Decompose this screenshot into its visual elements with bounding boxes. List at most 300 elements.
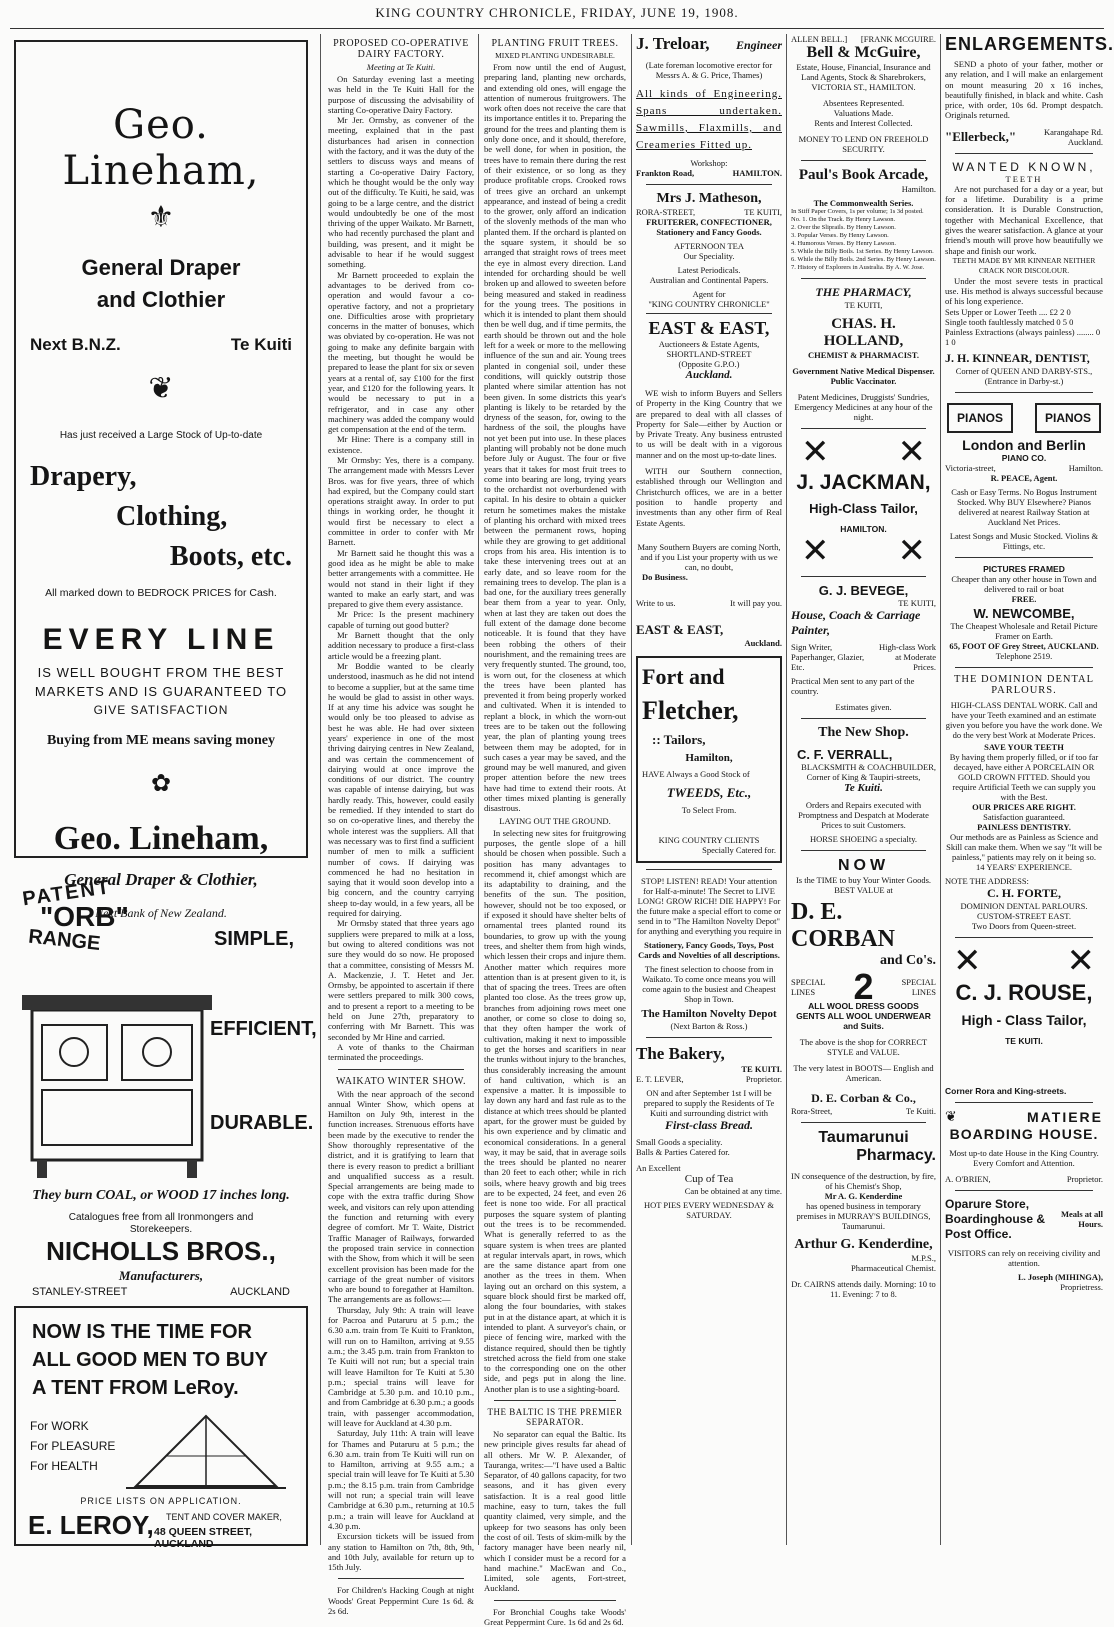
- excellent-label: An Excellent: [636, 1162, 681, 1173]
- jackman-hamilton: HAMILTON.: [840, 524, 887, 534]
- rule: [801, 1122, 926, 1123]
- arthur-mps: M.P.S.,: [911, 1253, 936, 1263]
- visitors-line: VISITORS can rely on receiving civility and attention.: [947, 1247, 1101, 1268]
- lines-label: LINES: [791, 987, 816, 997]
- pictures-cheaper: Cheaper than any other house in Town and delivered to rail or boat: [951, 573, 1097, 594]
- save-text: By having them properly filled, or if too far decayed, have either A PORCELAIN OR GOLD CROWN FITTED. Should you require Artificial Teeth we can supply you with the Best.: [949, 751, 1099, 802]
- next-bank: Next Bank of New Zealand.: [95, 906, 227, 920]
- novelty-finest: The finest selection to choose from in Waikato. To come once means you will come again to the busiest and Cheapest Shop in Town.: [642, 963, 776, 1004]
- ornament-icon: ✿: [150, 771, 172, 797]
- piano-co: PIANO CO.: [1001, 452, 1047, 463]
- tent-for-work: For WORK: [30, 1419, 89, 1433]
- fletcher-label: Fletcher,: [642, 695, 739, 725]
- newcombe-telephone: Telephone 2519.: [995, 650, 1053, 661]
- laying-body: [484, 828, 626, 1394]
- prices-right: OUR PRICES ARE RIGHT.: [972, 801, 1076, 812]
- kenderdine-consequence: IN consequence of the destruction, by fire, of his Chemist's Shop,: [791, 1171, 936, 1191]
- frank-mcguire: [FRANK MCGUIRE.: [860, 34, 936, 44]
- kenderdine-opened: has opened business in temporary premises in MURRAY'S BUILDINGS, Taumarunui.: [796, 1201, 931, 1231]
- lineham-loc-right: Te Kuiti: [230, 335, 292, 354]
- paragraph: Mr Jer. Ormsby, as convener of the meeting, explained that in the past disturbances had arisen in connection with the factory, and it was the duty of the settlers to discuss ways and means of starting a Co-operative Dairy Factory, which he thought would be the only way out of the difficulty. Te Kuiti, he said, was going to be a large centre, and the district would undoubtedly be one of the most thriving of the upper Waikato. Mr Barnett, who had recently purchased the plant and building, was present, and it might be advisable to hear if he would suggest something.: [328, 115, 474, 270]
- novelty-barton: (Next Barton & Ross.): [670, 1020, 748, 1031]
- verrall-blacksmith: BLACKSMITH & COACHBUILDER,: [801, 762, 936, 772]
- stanley-street: STANLEY-STREET: [32, 1286, 128, 1298]
- orb-range-ad: [14, 870, 317, 1300]
- holland-name: CHAS. H. HOLLAND,: [823, 316, 904, 349]
- forte-doors: Two Doors from Queen-street.: [971, 920, 1077, 931]
- article-subheading: Meeting at Te Kuiti.: [366, 62, 436, 72]
- rule: [494, 1400, 616, 1401]
- rule: [955, 937, 1093, 938]
- forte-name: C. H. FORTE,: [987, 885, 1061, 900]
- patent-label: PATENT: [21, 876, 113, 911]
- afternoon-tea: AFTERNOON TEA: [674, 241, 744, 251]
- bought-line: IS WELL BOUGHT FROM THE BEST MARKETS AND IS GUARANTEED TO: [34, 665, 288, 699]
- teeth-text: Are not purchased for a day or a year, but for a lifetime. Durability is a prime consideration. It is Durable Construction, together with Mechanical Excellence, that gives the wearer satisfaction. A glance at your friend's mouth will prove how beautifully we shape and finish our work.: [945, 183, 1103, 256]
- column-ads-5: [791, 34, 936, 1547]
- joseph-props: Proprietress.: [1060, 1281, 1103, 1292]
- write-to-us: Write to us.: [636, 597, 676, 608]
- bread-label: First-class Bread.: [664, 1117, 753, 1132]
- paragraph: Mr Hine: There is a company still in existence.: [328, 434, 474, 455]
- bevege-te-kuiti: TE KUITI,: [898, 598, 936, 608]
- save-teeth: SAVE YOUR TEETH: [984, 741, 1064, 752]
- range-label: RANGE: [27, 925, 102, 955]
- treloar-late: (Late foreman locomotive erector for Messrs A. & G. Price, Thames): [645, 60, 773, 80]
- rule: [955, 392, 1093, 393]
- east-southern: WITH our Southern connection, established through our Wellington and Christchurch offices, we are in a better position to handle property and investments than any other firm of Real Estate Agents.: [636, 466, 782, 528]
- paragraph: Mr Ormsby: Yes, there is a company. The arrangement made with Messrs Lever Bros. was for five years, three of which had expired, but the Company could start operations straight away. In order to put things in working order, he thought it would first be necessary to elect a committee in order to confer with Mr Barnett.: [328, 454, 474, 548]
- painless-dentistry: PAINLESS DENTISTRY.: [977, 821, 1071, 832]
- taumarunui-label: Taumarunui: [818, 1129, 909, 1146]
- paragraph: Excursion tickets will be issued from any station to Hamilton on 7th, 8th, 9th, and 10th July, available for return up to 15th July.: [328, 1531, 474, 1573]
- corban-cos: and Co's.: [879, 953, 936, 968]
- ornament-icon: ❦: [148, 372, 174, 405]
- agent-label: Agent for: [692, 289, 726, 299]
- newcombe-wholesale: The Cheapest Wholesale and Retail Picture Framer on Earth.: [950, 620, 1098, 641]
- scissors-icon: ✕: [953, 942, 982, 980]
- series-item: 5. While the Billy Boils. 1st Series. By Henry Lawson.: [791, 248, 934, 255]
- engineer-label: Engineer: [735, 38, 782, 52]
- paul-arcade: Paul's Book Arcade,: [798, 167, 929, 183]
- east-many: Many Southern Buyers are coming North, and if you List your property with us we can, no doubt,: [637, 541, 781, 572]
- tent-illustration: [126, 1412, 286, 1492]
- nicholls-name: NICHOLLS BROS.,: [46, 1236, 276, 1266]
- allen-bell: ALLEN BELL.]: [791, 34, 848, 44]
- rouse-name: C. J. ROUSE,: [955, 979, 1093, 1005]
- rule: [494, 1600, 616, 1601]
- note-address: NOTE THE ADDRESS:: [945, 875, 1029, 886]
- corban-rora: Rora-Street,: [791, 1106, 833, 1116]
- article-subheading: MIXED PLANTING UNDESIRABLE.: [495, 51, 615, 60]
- shortland-street: SHORTLAND-STREET: [666, 349, 752, 359]
- column-fruit: [484, 34, 627, 1627]
- corban-latest: The very latest in BOOTS— English and American.: [793, 1063, 934, 1083]
- proprietor-label: Proprietor.: [745, 1073, 782, 1084]
- oparure-store: Oparure Store, Boardinghouse & Post Office.: [945, 1196, 1046, 1241]
- te-kuiti-label: TE KUITI,: [744, 207, 782, 217]
- rule: [801, 428, 926, 429]
- boarding-label: BOARDING HOUSE.: [949, 1125, 1099, 1142]
- efficient-label: EFFICIENT,: [210, 1018, 317, 1040]
- kenderdine-name: Mr A. G. Kenderdine: [824, 1191, 903, 1201]
- lineham-name-2: Geo. Lineham,: [53, 820, 269, 857]
- engineering-text: All kinds of Engineering. Spans undertaken. Sawmills, Flaxmills, and Creameries Fitted up.: [636, 88, 782, 151]
- series-list: [791, 208, 936, 272]
- paragraph: A vote of thanks to the Chairman terminated the proceedings.: [328, 1041, 474, 1063]
- tailors-label: :: Tailors,: [652, 731, 706, 747]
- cough-ad: For Children's Hacking Cough at night Woods' Great Peppermint Cure 1s 6d. & 2s 6d.: [328, 1585, 474, 1617]
- column-ads-4: [636, 34, 782, 1547]
- verrall-orders: Orders and Repairs executed with Promptness and Despatch at Moderate Prices to suit Customers.: [798, 800, 929, 830]
- jackman-name: J. JACKMAN,: [796, 471, 931, 494]
- buying-line: Buying from ME means saving money: [46, 733, 276, 748]
- will-pay: It will pay you.: [730, 597, 782, 608]
- opposite-gpo: (Opposite G.P.O.): [678, 359, 740, 369]
- piano-peace: R. PEACE, Agent.: [990, 472, 1058, 483]
- paragraph: Mr Ormsby stated that three years ago suppliers were prepared to milk at a loss, but owing to altered conditions was not sure they would do so now. He proposed that a committee, consisting of Messrs M. A. Mackenzie, J. T. Hetet and Jer. Ormsby, be appointed to ascertain if there were settlers prepared to milk 300 cows, and to present a report to a meeting to be held on June 27th, preparatory to conferring with Mr Barnett. This was seconded by Mr Hine and carried.: [328, 918, 474, 1042]
- rora-street: RORA-STREET,: [636, 207, 696, 217]
- paragraph: Mr Boddie wanted to be clearly understood, inasmuch as he did not intend to become a supplier, but at the same time he would be glad to assist in other ways. If at any time his advice was sought he would only be too pleased to advise as best he was able. He had over sixteen years' experience in one of the most thriving dairying centres in New Zealand, and was certain the commencement of dairying would at once improve the conditions of our district. The country was capable of intense dairying, but was hardly ready. This, however, could easily be remedied. If they intended to start do so on co-operative lines, and thereby the whole interest was the suppliers. All that was necessary was to first find a sufficient number of men to milk a sufficient number of cows. If dairying was commenced he had no hesitation in saying that it would soon develop into a big concern, and the country carrying sheep to-day would, in a few years, all be required for dairying.: [328, 660, 474, 919]
- have-stock: HAVE Always a Good Stock of: [642, 768, 750, 779]
- rents: Rents and Interest Collected.: [814, 118, 913, 128]
- stationery-line: Stationery and Fancy Goods.: [656, 227, 762, 237]
- bell-mcguire: Bell & McGuire,: [806, 44, 921, 61]
- kinnear-under: Under the most severe tests in practical use. His method is always successful because of his long experience.: [945, 275, 1103, 307]
- rule: [338, 1578, 464, 1579]
- satisfaction-line: GIVE SATISFACTION: [93, 703, 229, 717]
- holland-patent: Patent Medicines, Druggists' Sundries, Emergency Medicines at any hour of the night.: [794, 392, 933, 422]
- rule: [955, 667, 1093, 668]
- paul-hamilton: Hamilton.: [901, 184, 936, 194]
- kinnear-name: J. H. KINNEAR, DENTIST,: [945, 350, 1090, 365]
- london-berlin: London and Berlin: [962, 436, 1086, 453]
- auckland-label: AUCKLAND: [230, 1286, 290, 1298]
- ellerbeck-name: "Ellerbeck,": [945, 128, 1017, 144]
- price-lists: PRICE LISTS ON APPLICATION.: [80, 1496, 242, 1506]
- special-label: SPECIAL: [791, 977, 826, 987]
- paragraph: Saturday, July 11th: A train will leave for Thames and Putaruru at 5 p.m.; the 6.30 a.m. train from Te Kuiti will run on to Hamilton, arriving at 9.55 a.m.; a special train will leave for Te Kuiti at 5.30 p.m.; the 8.15 p.m. train from Cambridge will not run; a special train will leave Cambridge at 6.30 p.m., returning at 10.5 p.m.; a train will leave for Auckland at 4.30 p.m.: [328, 1428, 474, 1531]
- tent-line2: ALL GOOD MEN TO BUY: [32, 1349, 268, 1371]
- holland-chemist: CHEMIST & PHARMACIST.: [808, 350, 919, 360]
- article-body: [484, 62, 626, 814]
- laying-heading: LAYING OUT THE GROUND.: [499, 815, 611, 826]
- rouse-corner: Corner Rora and King-streets.: [945, 1085, 1067, 1096]
- catalogues-line: Catalogues free from all Ironmongers and Storekeepers.: [68, 1212, 254, 1235]
- column-dairy: [328, 34, 474, 1617]
- lineham-line2: and Clothier: [96, 287, 226, 312]
- show-body: [328, 1089, 474, 1573]
- rule: [955, 153, 1093, 154]
- smallgoods-label: Small Goods a speciality.: [636, 1136, 723, 1147]
- manufacturers-label: Manufacturers,: [118, 1268, 204, 1283]
- piano-victoria: Victoria-street,: [945, 462, 996, 473]
- kinnear-painless: Painless Extractions (always painless) ........ 0 1 0: [945, 326, 1101, 347]
- tweeds-label: TWEEDS, Etc.,: [666, 784, 752, 800]
- cup-tea-label: Cup of Tea: [684, 1172, 734, 1185]
- hamilton-label-2: Hamilton,: [685, 751, 733, 764]
- matiere-label: MATIERE: [1027, 1109, 1103, 1126]
- piano-hamilton: Hamilton.: [1068, 462, 1103, 473]
- kinnear-note: TEETH MADE BY MR KINNEAR NEITHER CRACK NOR DISCOLOUR.: [952, 255, 1096, 275]
- burn-line: They burn COAL, or WOOD 17 inches long.: [32, 1188, 290, 1203]
- ornament-icon: ⚜: [147, 201, 175, 234]
- rule: [955, 1102, 1093, 1103]
- wool-underwear: GENTS ALL WOOL UNDERWEAR and Suits.: [796, 1011, 931, 1031]
- forte-parlours: DOMINION DENTAL PARLOURS.: [960, 900, 1088, 911]
- tent-ad: [14, 1306, 308, 1550]
- newcombe-name: W. NEWCOMBE,: [973, 605, 1075, 621]
- kcc-label: "KING COUNTRY CHRONICLE": [648, 299, 770, 309]
- meals-label: Meals at all Hours.: [1060, 1209, 1103, 1230]
- select-label: To Select From.: [681, 804, 737, 815]
- rule: [801, 718, 926, 719]
- do-business: Do Business.: [642, 571, 688, 582]
- baltic-heading: THE BALTIC IS THE PREMIER SEPARATOR.: [487, 1407, 623, 1427]
- rule: [801, 278, 926, 279]
- pharmacy-te-kuiti: TE KUITI,: [844, 300, 883, 310]
- enlargements-title: ENLARGEMENTS.: [945, 34, 1114, 54]
- joseph-name: L. Joseph (MIHINGA),: [1017, 1271, 1103, 1282]
- scissors-icon: ✕: [897, 533, 926, 570]
- rule: [801, 160, 926, 161]
- piano-songs: Latest Songs and Music Stocked. Violins & Fittings, etc.: [949, 530, 1099, 551]
- east-wish: WE wish to inform Buyers and Sellers of Property in the King Country that we are prepared to deal with all classes of Property for Sale—either by Auction or by Private Treaty. Any business entrusted to us will be dealt with in a vigorous manner and on the most up-to-date lines.: [636, 388, 782, 460]
- scissors-icon: ✕: [801, 533, 830, 570]
- article-heading: PROPOSED CO-OPERATIVE DAIRY FACTORY.: [333, 38, 469, 60]
- column-divider: [786, 34, 787, 1545]
- paragraph: Thursday, July 9th: A train will leave for Pacroa and Putaruru at 5 p.m.; the 6.30 a.m. train from Te Kuiti to Frankton, will run on to Hamilton, arriving at 9.55 a.m.; the 3.45 p.m. train from Frankton to Te Kuiti will not run; but a special train will leave Hamilton for Te Kuiti at 5.30 p.m.; special trains will leave for Cambridge at 5.30 p.m. and 10.10 p.m., and from Cambridge at 6.30 p.m.; a goods train, with passenger accommodation, will leave for Auckland at 4.30 p.m.: [328, 1304, 474, 1428]
- every-line: EVERY LINE: [42, 623, 280, 656]
- hot-pies: HOT PIES EVERY WEDNESDAY & SATURDAY.: [643, 1199, 775, 1220]
- corban-te-kuiti: Te Kuiti.: [905, 1106, 936, 1116]
- jackman-tailor: High-Class Tailor,: [809, 501, 918, 516]
- column-divider: [320, 34, 321, 1545]
- money-to-lend: MONEY TO LEND ON FREEHOLD SECURITY.: [798, 134, 929, 154]
- article-heading: PLANTING FRUIT TREES.: [491, 38, 619, 49]
- verrall-te-kuiti: Te Kuiti.: [844, 782, 883, 794]
- series-item: 3. Popular Verses. By Henry Lawson.: [791, 232, 889, 239]
- pianos-box-1: PIANOS: [947, 403, 1013, 433]
- pictures-free: FREE.: [1011, 593, 1037, 604]
- bevege-high: High-class Work at Moderate Prices.: [879, 642, 936, 672]
- rule: [801, 850, 926, 851]
- speciality-label: Our Speciality.: [683, 251, 735, 261]
- rule: [646, 869, 772, 870]
- corban-name: D. E. CORBAN: [791, 899, 896, 952]
- teeth-label: TEETH: [1005, 173, 1043, 184]
- wool-goods: ALL WOOL DRESS GOODS: [808, 1001, 919, 1011]
- verrall-name: C. F. VERRALL,: [797, 747, 893, 762]
- column-divider: [940, 34, 941, 1545]
- kinnear-corner: Corner of QUEEN AND DARBY-STS.,: [955, 365, 1093, 376]
- paragraph: On Saturday evening last a meeting was held in the Te Kuiti Hall for the purpose of discussing the advisability of starting Co-operative Dairy Factory.: [328, 74, 474, 115]
- paragraph: Mr Price: Is the present machinery capable of turning out good butter?: [328, 609, 474, 630]
- pictures-framed: PICTURES FRAMED: [983, 563, 1065, 574]
- now-label: NOW: [837, 857, 890, 874]
- orb-label: "ORB": [40, 901, 129, 932]
- series-item: In Stiff Paper Covers, 1s per volume; 1s 3d posted.: [791, 208, 924, 215]
- series-item: 6. While the Billy Boils. 2nd Series. By Henry Lawson.: [791, 256, 936, 263]
- newcombe-address: 65, FOOT OF Grey Street, AUCKLAND.: [949, 640, 1099, 651]
- rule: [955, 1190, 1093, 1191]
- painless-methods: Our methods are as Painless as Science and Skill can make them. When we say "It will be painless," patients may rely on it being so.: [946, 831, 1102, 862]
- fruiterer-line: FRUITERER, CONFECTIONER,: [646, 217, 772, 227]
- kc-clients: KING COUNTRY CLIENTS: [658, 834, 760, 845]
- verrall-corner: Corner of King & Taupiri-streets,: [806, 772, 921, 782]
- bakery-on-after: ON and after September 1st I will be prepared to supply the Residents of Te Kuiti and surrounding district with: [643, 1087, 775, 1118]
- paragraph: Mr Barnett thought that the only addition necessary to produce a first-class article would be a freezing plant.: [328, 630, 474, 661]
- rule: [646, 1037, 772, 1038]
- baltic-body: No separator can equal the Baltic. Its new principle gives results far ahead of all others. Mr W. P. Alexander, of Tauranga, writes:—"I have used a Baltic Separator, of 40 gallons capacity, for two seasons, and it has given every satisfaction. It is a real good little machine, easy to turn, takes the full quantity claimed, very simple, and the upkeep for two seasons has only been the cost of oil. Tests of skim-milk by the factory manager have been nearly nil, which I consider must be a record for a hand machine." MacEwan and Co., Limited, sole agents, Fort-street, Auckland.: [484, 1429, 626, 1594]
- scissors-icon: ✕: [897, 434, 926, 471]
- special-label-2: SPECIAL: [901, 977, 936, 987]
- series-item: No. 1. On the Track. By Henry Lawson.: [791, 216, 896, 223]
- bevege-house: House, Coach & Carriage Painter,: [791, 608, 921, 637]
- tent-for-pleasure: For PLEASURE: [30, 1439, 116, 1453]
- workshop-label: Workshop:: [690, 158, 728, 168]
- pianos-box-2: PIANOS: [1035, 403, 1101, 433]
- series-item: 2. Over the Sliprails. By Henry Lawson.: [791, 224, 896, 231]
- arthur-name: Arthur G. Kenderdine,: [794, 1237, 933, 1252]
- satisfaction-guaranteed: Satisfaction guaranteed.: [983, 811, 1065, 822]
- treloar-name: J. Treloar,: [636, 34, 710, 53]
- series-item: 7. History of Explorers in Australia. By A. W. Jose.: [791, 264, 925, 271]
- bakery-title: The Bakery,: [636, 1043, 725, 1063]
- leroy-name: E. LEROY,: [28, 1510, 154, 1540]
- drapery-label: Drapery,: [30, 461, 137, 492]
- balls-label: Balls & Parties Catered for.: [636, 1146, 730, 1157]
- page-header: KING COUNTRY CHRONICLE, FRIDAY, JUNE 19, 1908.: [375, 5, 739, 20]
- bevege-name: G. J. BEVEGE,: [818, 583, 909, 598]
- ellerbeck-address: Karangahape Rd. Auckland.: [1043, 126, 1103, 147]
- kinnear-sets: Sets Upper or Lower Teeth .... £2 2 0: [945, 306, 1071, 317]
- tent-line1: NOW IS THE TIME FOR: [32, 1321, 252, 1343]
- header-rule: [10, 28, 1104, 29]
- marked-down: All marked down to BEDROCK PRICES for Cash.: [45, 587, 277, 599]
- catered-label: Specially Catered for.: [702, 844, 776, 855]
- dominion-text: HIGH-CLASS DENTAL WORK. Call and have your Teeth examined and an estimate given you before you have the work done. We do the very best Work at Moderate Prices.: [945, 699, 1103, 740]
- paragraph: In selecting new sites for fruitgrowing purposes, the gentle slope of a hill should be chosen when possible. Such a position has many advantages to recommend it, chief amongst which are its adaptability to draining, and the benefits of the sun. The position, however, should not be too exposed, or if exposed it should have shelter belts of ornamental trees planted round its boundaries, to grow up with the young trees, and shelter them from high winds, which lessen their crops and injure them. Another matter which requires more attention than is at present given to it, is that of spacing the trees. Trees are often planted too close. As the trees grow up, branches from adjoining rows meet one another, or come so close to doing so, that they often hamper the work of cultivation, making it next to impossible to get the horses and scarifiers in near the trunks without injury to the branches, thus considerably increasing the amount of hand cultivation, which is an expensive a matter. It is impossible to lay down any hard and fast rule as to the distance at which trees should be planted apart, for the grower must be guided by his own experience and by climatic and economical considerations. In a general way, it may be said, that in average soils the trees should be planted no nearer than 20 feet to each other; while in rich soils, where heavy growth and big trees are to be expected, 24 feet, and even 26 feet is none too wide. For all practical purposes the square system of planting out the trees is to be recommended. What is generally referred to as the square system is when trees are planted at regular intervals apart, in rows, which are the same distance apart from one another as the trees in them. When laying out an orchard on this system, a square block should first be marked off, along the four boundaries, with stakes put in at the distance apart, at which it is intended to plant. A surveyor's chain, or piece of fencing wire, marked with the distance required, should then be tightly stretched across the field from one stake to the corresponding one on the other side, and pegs put in along the line. Another plan is to use a sighting-board.: [484, 827, 626, 1394]
- rule: [801, 576, 926, 577]
- two-label: 2: [853, 966, 874, 1007]
- rule: [338, 1069, 464, 1070]
- durable-label: DURABLE.: [210, 1112, 314, 1134]
- clothing-label: Clothing,: [116, 501, 228, 532]
- stove-illustration: [22, 980, 212, 1180]
- now-time: Is the TIME to buy Your Winter Goods. BEST VALUE at: [795, 875, 932, 895]
- scissors-icon: ✕: [1066, 942, 1095, 980]
- matiere-most: Most up-to date House in the King Country. Every Comfort and Attention.: [949, 1147, 1099, 1168]
- lineham-name: Geo. Lineham,: [62, 102, 260, 194]
- new-shop: The New Shop.: [818, 725, 909, 740]
- obrien-name: A. O'BRIEN,: [945, 1173, 991, 1184]
- cairns-line: Dr. CAIRNS attends daily. Morning: 10 to 11. Evening: 7 to 8.: [791, 1279, 936, 1299]
- lineham-title-2: General Draper & Clothier,: [64, 870, 258, 889]
- novelty-goods: Stationery, Fancy Goods, Toys, Post Cards and Novelties of all descriptions.: [638, 939, 780, 960]
- show-heading: WAIKATO WINTER SHOW.: [335, 1075, 467, 1087]
- stock-line: Has just received a Large Stock of Up-to-date: [59, 430, 263, 441]
- fourteen-years: 14 YEARS' EXPERIENCE.: [976, 861, 1072, 872]
- auctioneers-line: Auctioneers & Estate Agents,: [658, 339, 760, 349]
- dominion-title: THE DOMINION DENTAL PARLOURS.: [953, 673, 1095, 696]
- rule: [646, 313, 772, 314]
- ornament-icon: ❦: [945, 1109, 957, 1125]
- series-item: 4. Humorous Verses. By Henry Lawson.: [791, 240, 896, 247]
- pharmacy-title: THE PHARMACY,: [815, 285, 912, 299]
- column-ads-6: [945, 34, 1114, 1547]
- rouse-tailor: High - Class Tailor,: [961, 1011, 1087, 1028]
- auckland-label: Auckland.: [685, 369, 733, 381]
- rule: [955, 557, 1093, 558]
- kinnear-single: Single tooth faultlessly matched 0 5 0: [945, 316, 1074, 327]
- hamilton-label: HAMILTON.: [732, 168, 782, 178]
- bell-estate: Estate, House, Financial, Insurance and Land Agents, Stock & Sharebrokers,: [796, 62, 931, 82]
- bell-victoria: VICTORIA ST., HAMILTON.: [811, 82, 916, 92]
- paragraph: Mr Barnett proceeded to explain the advantages to be derived from co-operation and would favour a co-operative factory, and not a proprietary one. Difficulties arose with proprietary concerns in the matter of bonuses, which was obviated by co-operation. He was not going to make any definite bargain with the meeting, but thought he would be prepared to lease the plant for six or seven years at a rental of, say £100 for the first year, and £120 for the following years. It would be necessary to put in a refrigerator, and in case any other machinery was added the company would get compensation at the end of the term.: [328, 269, 474, 435]
- orb-logo: [22, 878, 172, 956]
- paragraph: From now until the end of August, preparing land, planting new orchards, and extending old ones, will engage the attention of numerous fruitgrowers. The work often does not receive the care that its importance entitles it to. Preparing the ground for the trees and planting them is only done once, and it should, therefore, be well done, for when in position, the trees have to remain there during the rest of their existence, or so long as they produce profitable crops. Crooked rows of trees give an orchard an unkempt appearance, and instead of being a credit to the grower, only afford an indication of the slovenly methods of the man who planted them. If the orchard is planted on the square system, it should be so arranged that straight rows of trees meet the eye in almost every direction. Land intended for orcharding should be well broken up and allowed to sweeten before being measured and staked in readiness for the young trees. The positions in which it is intended to plant them should then be well dug, and if time permits, the earth should be thrown out and the hole left for a week or more to the mellowing influence of the sun and air. Young trees planted in congenial soil, under these conditions, will quickly outstrip those planted where similar attention has not been given. In some districts this year's planting is likely to be retarded by the dryness of the season, for, owing to the hardness of the soil, the ploughs have not yet been put into use. In these places planting will probably not be done much before July or August. The four or five years that it takes for most fruit trees to come into bearing are long, trying years to the orchardist not overburdened with capital. In his desire to obtain a quicker return he sometimes makes the mistake of planting his orchard with mixed trees between the permanent rows, hoping while they are growing to get additional crops from his area. His intention is to take these intervening trees out at an early date, and so leave room for the remaining trees to develop. The plan is a bad one, for the auxiliary trees generally bear them from a year to year. Only, when at last they are taken out does the full extent of the damage done become noticeable. It is found that they have been robbing the others of their nourishment, and the remaining trees are very frequently stunted. The ground, too, is worn out, for the closeness at which the trees have been planted has prevented it from being properly worked and cultivated. When it is intended to replant a block, in which the worn-out trees are to be taken out the following year, the plan of planting young trees between them may be adopted, for in such cases a year may be saved, and the ground may be well manured, and given proper attention before the new trees have had time to extend their roots. At other times mixed planting is generally disastrous.: [484, 62, 627, 814]
- obrien-prop: Proprietor.: [1066, 1173, 1103, 1184]
- pharmacy-label: Pharmacy.: [856, 1147, 936, 1164]
- series-title: The Commonwealth Series.: [813, 198, 914, 208]
- forte-custom: CUSTOM-STREET EAST.: [977, 910, 1071, 921]
- piano-cash: Cash or Easy Terms. No Bogus Instrument Stocked. Why BUY Elsewhere? Pianos delivered at nearest Railway Station at Auckland Net Prices.: [951, 486, 1097, 527]
- bevege-practical: Practical Men sent to any part of the country.: [791, 676, 915, 696]
- boots-label: Boots, etc.: [169, 541, 292, 572]
- novelty-depot: The Hamilton Novelty Depot: [641, 1007, 777, 1020]
- tent-for-health: For HEALTH: [30, 1459, 98, 1473]
- paragraph: Mr Barnett said he thought this was a good idea as he might be able to make better arrangements with a committee. He would not stand in their light if they wanted to make an early start, and was prepared to give them every assistance.: [328, 547, 474, 610]
- valuations: Valuations Made.: [833, 108, 894, 118]
- corban-name-2: D. E. Corban & Co.,: [811, 1091, 916, 1105]
- bevege-estimates: Estimates given.: [835, 702, 892, 712]
- paragraph: With the near approach of the second annual Winter Show, which opens at Hamilton on July 9th, interest in the function increases. Strenuous efforts have been made by the executive to render the Show thoroughly representative of the district, and it is gratifying to learn that there is every reason to predict a brilliant and unqualified success as a result. Special arrangements are being made to cope with the extra traffic during Show week, and visitors can rely upon attending the function and returning with every degree of comfort. Mr T. Waite, District Traffic Manager of Railways, forwarded the proposed train service in connection with the Show, from which it will be seen excellent provision has been made for the carriage of the great number of visitors who are bound to foregather at Hamilton. The arrangements are as follows:—: [328, 1088, 474, 1305]
- enlargements-send: SEND a photo of your father, mother or any relation, and I will make an enlargement on mount measuring 20 x 16 inches, beautifully finished, in black and white. Cash price, with order, 10s 6d. Prompt despatch. Originals returned.: [945, 59, 1103, 121]
- article-body: [328, 74, 474, 1063]
- scissors-icon: ✕: [801, 434, 830, 471]
- column-divider: [631, 34, 632, 1545]
- east-east-title: EAST & EAST,: [648, 318, 770, 338]
- arthur-pharm: Pharmaceutical Chemist.: [851, 1263, 936, 1273]
- rouse-te-kuiti: TE KUITI.: [1005, 1035, 1043, 1046]
- obtained-label: Can be obtained at any time.: [684, 1185, 782, 1196]
- lineham-line1: General Draper: [81, 255, 241, 280]
- fort-label: Fort and: [642, 663, 725, 689]
- wanted-known: WANTED KNOWN,: [952, 159, 1096, 174]
- holland-govt: Government Native Medical Dispenser. Public Vaccinator.: [792, 366, 935, 386]
- leroy-address: 48 QUEEN STREET, AUCKLAND: [154, 1526, 253, 1550]
- column-divider: [478, 34, 479, 1545]
- tent-line3: A TENT FROM LeRoy.: [32, 1377, 239, 1399]
- matheson-name: Mrs J. Matheson,: [656, 191, 762, 206]
- tent-maker: TENT AND COVER MAKER,: [166, 1512, 282, 1522]
- lineham-loc-left: Next B.N.Z.: [30, 335, 121, 354]
- periodicals-line: Latest Periodicals.: [677, 265, 741, 275]
- simple-label: SIMPLE,: [214, 928, 295, 950]
- bronchial-ad: For Bronchial Coughs take Woods' Great Peppermint Cure. 1s 6d and 2s 6d.: [484, 1606, 626, 1627]
- rule: [646, 184, 772, 185]
- bakery-te-kuiti: TE KUITI.: [741, 1063, 782, 1074]
- absentees: Absentees Represented.: [822, 98, 905, 108]
- bevege-sign: Sign Writer, Paperhanger, Glazier, Etc.: [791, 642, 865, 672]
- lines-label-2: LINES: [911, 987, 936, 997]
- corban-above: The above is the shop for CORRECT STYLE and VALUE.: [799, 1037, 928, 1057]
- novelty-stop: STOP! LISTEN! READ! Your attention for Half-a-minute! The Secret to LIVE LONG! GROW RICH! DIE HAPPY! For the future make a special effort to come or send in to "The Hamilton Novelty Depot" for anything and everything you require in: [636, 875, 782, 936]
- auckland-label-2: Auckland.: [744, 637, 782, 648]
- papers-line: Australian and Continental Papers.: [649, 275, 769, 285]
- lever-name: E. T. LEVER,: [636, 1073, 684, 1084]
